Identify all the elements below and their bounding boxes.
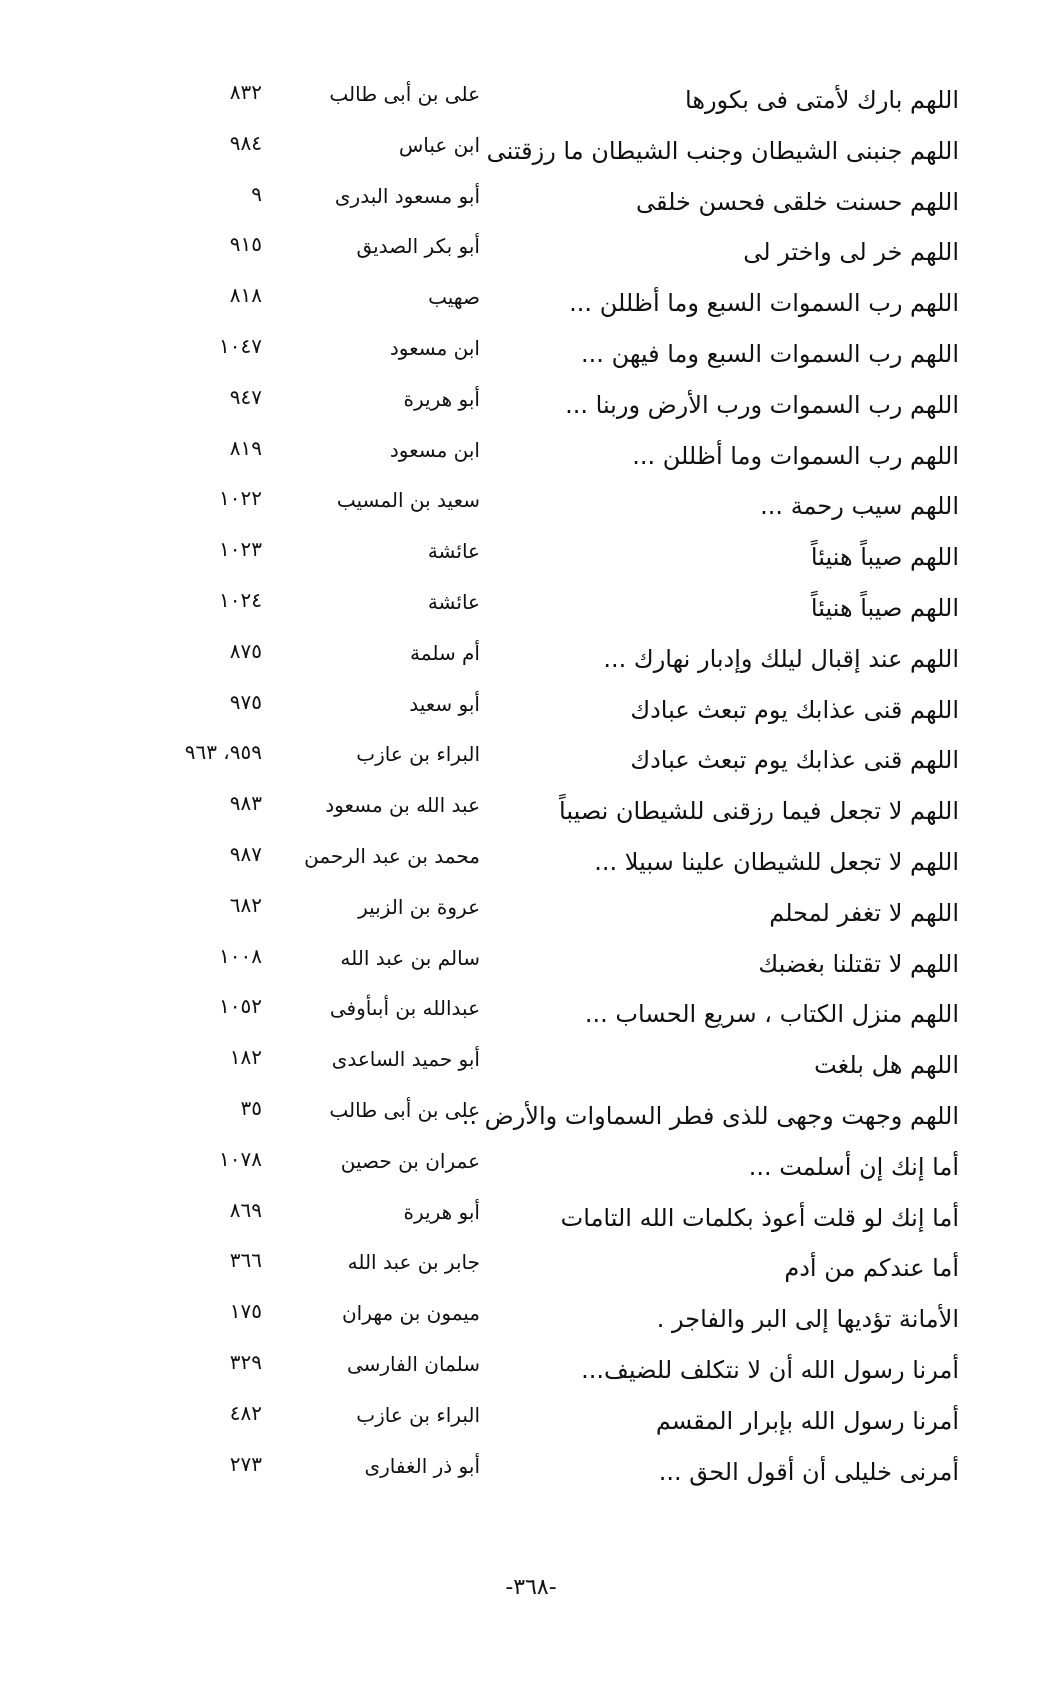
narrator-name: محمد بن عبد الرحمن xyxy=(304,843,480,868)
index-entry xyxy=(0,1094,1062,1145)
reference-number: ٣٥ xyxy=(240,1095,262,1120)
hadith-text: أمرنا رسول الله أن لا نتكلف للضيف... xyxy=(581,1355,959,1384)
narrator-name: ابن مسعود xyxy=(389,335,480,360)
index-entry xyxy=(0,688,1062,739)
index-entry xyxy=(0,586,1062,637)
hadith-text: اللهم قنى عذابك يوم تبعث عبادك xyxy=(630,695,959,724)
hadith-text: اللهم لا تجعل للشيطان علينا سبيلا ... xyxy=(594,847,959,876)
narrator-name: صهيب xyxy=(428,285,480,310)
reference-number: ١٠٠٨ xyxy=(219,943,262,968)
reference-number: ١٧٥ xyxy=(229,1299,262,1324)
narrator-name: عائشة xyxy=(427,539,480,564)
narrator-name: أبو سعيد xyxy=(409,691,480,716)
hadith-text: اللهم قنى عذابك يوم تبعث عبادك xyxy=(630,746,959,775)
reference-number: ٨٧٥ xyxy=(229,638,262,663)
narrator-name: عمران بن حصين xyxy=(340,1148,480,1173)
index-entry xyxy=(0,1196,1062,1247)
hadith-text: أما إنك إن أسلمت ... xyxy=(748,1152,959,1181)
reference-number: ٩١٥ xyxy=(229,232,262,257)
reference-number: ٢٧٣ xyxy=(229,1451,262,1476)
hadith-text: اللهم بارك لأمتى فى بكورها xyxy=(685,86,959,114)
narrator-name: البراء بن عازب xyxy=(356,742,480,767)
index-entry xyxy=(0,840,1062,891)
narrator-name: أبو حميد الساعدى xyxy=(331,1047,480,1072)
hadith-text: اللهم وجهت وجهى للذى فطر السماوات والأرض .. xyxy=(461,1101,959,1130)
reference-number: ٩٧٥ xyxy=(229,689,262,714)
index-entry xyxy=(0,230,1062,281)
index-entry xyxy=(0,1450,1062,1501)
narrator-name: سعيد بن المسيب xyxy=(336,488,480,513)
reference-number: ١٠٧٨ xyxy=(219,1146,262,1171)
hadith-text: اللهم لا تقتلنا بغضبك xyxy=(758,949,959,978)
index-entry xyxy=(0,992,1062,1043)
narrator-name: ابن مسعود xyxy=(389,437,480,462)
narrator-name: عبدالله بن أبىأوفى xyxy=(329,996,480,1021)
reference-number: ٩٨٤ xyxy=(229,130,262,155)
reference-number: ٦٨٢ xyxy=(229,892,262,917)
index-entry xyxy=(0,942,1062,993)
narrator-name: عائشة xyxy=(427,589,480,614)
hadith-text: أما عندكم من أدم xyxy=(784,1254,959,1283)
index-entry xyxy=(0,383,1062,434)
hadith-text: الأمانة تؤديها إلى البر والفاجر . xyxy=(656,1305,959,1334)
hadith-text: اللهم عند إقبال ليلك وإدبار نهارك ... xyxy=(603,644,959,673)
hadith-text: أما إنك لو قلت أعوذ بكلمات الله التامات xyxy=(560,1203,959,1232)
hadith-text: اللهم رب السموات ورب الأرض وربنا ... xyxy=(565,390,959,419)
hadith-text: اللهم سيب رحمة ... xyxy=(760,492,959,521)
narrator-name: عبد الله بن مسعود xyxy=(325,793,480,818)
reference-number: ١٠٢٢ xyxy=(219,486,262,511)
reference-number: ٨١٨ xyxy=(229,283,262,308)
hadith-text: اللهم هل بلغت xyxy=(814,1051,959,1080)
reference-number: ٨٦٩ xyxy=(229,1197,262,1222)
reference-number: ٩٤٧ xyxy=(229,384,262,409)
hadith-text: اللهم خر لى واختر لى xyxy=(743,238,959,267)
narrator-name: على بن أبى طالب xyxy=(329,82,480,106)
index-entry xyxy=(0,332,1062,383)
index-entry xyxy=(0,129,1062,180)
reference-number: ٩ xyxy=(251,181,262,206)
reference-number: ٤٨٢ xyxy=(229,1400,262,1425)
reference-number: ٩٨٣ xyxy=(229,791,262,816)
reference-number: ٣٦٦ xyxy=(229,1248,262,1273)
reference-number: ٩٥٩، ٩٦٣ xyxy=(184,740,262,765)
reference-number: ١٨٢ xyxy=(229,1045,262,1070)
index-entry xyxy=(0,637,1062,688)
index-entry xyxy=(0,891,1062,942)
hadith-text: اللهم حسنت خلقى فحسن خلقى xyxy=(635,187,959,216)
index-entry xyxy=(0,1297,1062,1348)
hadith-text: اللهم رب السموات وما أظللن ... xyxy=(632,441,959,470)
hadith-text: اللهم لا تغفر لمحلم xyxy=(769,898,959,927)
page-number: -٣٦٨- xyxy=(505,1575,557,1600)
index-entry xyxy=(0,1246,1062,1297)
index-entry xyxy=(0,1399,1062,1450)
hadith-text: أمرنى خليلى أن أقول الحق ... xyxy=(658,1457,959,1486)
narrator-name: أبو ذر الغفارى xyxy=(364,1453,480,1478)
index-entry xyxy=(0,78,1062,129)
index-entry xyxy=(0,535,1062,586)
hadith-text: اللهم رب السموات السبع وما أظللن ... xyxy=(569,289,959,318)
narrator-name: سالم بن عبد الله xyxy=(340,945,480,970)
reference-number: ٩٨٧ xyxy=(229,841,262,866)
hadith-text: اللهم منزل الكتاب ، سريع الحساب ... xyxy=(584,1000,959,1029)
index-entry xyxy=(0,738,1062,789)
narrator-name: جابر بن عبد الله xyxy=(347,1250,480,1275)
reference-number: ٣٢٩ xyxy=(229,1349,262,1374)
hadith-text: اللهم جنبنى الشيطان وجنب الشيطان ما رزقتنى xyxy=(486,136,959,165)
reference-number: ١٠٤٧ xyxy=(219,333,262,358)
narrator-name: أبو مسعود البدرى xyxy=(334,183,480,208)
narrator-name: ميمون بن مهران xyxy=(341,1301,480,1326)
reference-number: ١٠٢٣ xyxy=(219,537,262,562)
index-entry xyxy=(0,789,1062,840)
reference-number: ١٠٢٤ xyxy=(219,587,262,612)
hadith-text: اللهم صيباً هنيئاً xyxy=(810,543,959,572)
narrator-name: أبو هريرة xyxy=(403,386,480,411)
reference-number: ٨١٩ xyxy=(229,435,262,460)
index-entry xyxy=(0,1145,1062,1196)
index-entry xyxy=(0,434,1062,485)
narrator-name: أبو بكر الصديق xyxy=(356,234,480,259)
reference-number: ١٠٥٢ xyxy=(219,994,262,1019)
index-entry xyxy=(0,484,1062,535)
narrator-name: عروة بن الزبير xyxy=(358,894,480,919)
narrator-name: البراء بن عازب xyxy=(356,1402,480,1427)
narrator-name: ابن عباس xyxy=(398,132,480,157)
reference-number: ٨٣٢ xyxy=(229,80,262,104)
hadith-text: أمرنا رسول الله بإبرار المقسم xyxy=(655,1406,959,1435)
index-entry xyxy=(0,1043,1062,1094)
narrator-name: أبو هريرة xyxy=(403,1199,480,1224)
hadith-text: اللهم صيباً هنيئاً xyxy=(810,593,959,622)
index-entry xyxy=(0,1348,1062,1399)
narrator-name: على بن أبى طالب xyxy=(329,1097,480,1122)
index-list xyxy=(0,78,1062,1500)
hadith-text: اللهم رب السموات السبع وما فيهن ... xyxy=(581,339,959,368)
hadith-text: اللهم لا تجعل فيما رزقنى للشيطان نصيباً xyxy=(559,797,959,826)
index-entry xyxy=(0,180,1062,231)
narrator-name: سلمان الفارسى xyxy=(346,1351,480,1376)
index-entry xyxy=(0,281,1062,332)
narrator-name: أم سلمة xyxy=(410,640,480,665)
